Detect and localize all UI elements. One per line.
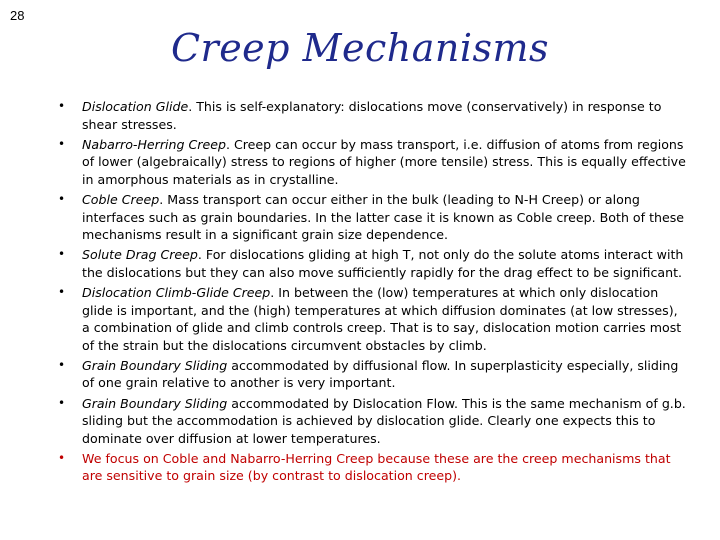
bullet-term: Solute Drag Creep (82, 247, 198, 263)
bullet-item-coble-creep (57, 191, 687, 244)
bullet-term: Grain Boundary Sliding (82, 395, 228, 411)
bullet-list (57, 98, 687, 487)
bullet-term: Nabarro-Herring Creep (82, 136, 226, 152)
bullet-term: Dislocation Climb-Glide Creep (82, 284, 271, 300)
bullet-text: accommodated by Dislocation Flow. This is the same mechanism of g.b. sliding but the accommodation is achieved by dislocation glide. Clearly one expects this to dominate over diffusion at lower temperatures. (82, 395, 686, 446)
bullet-item-nabarro-herring (57, 136, 687, 189)
bullet-text: . Mass transport can occur either in the bulk (leading to N-H Creep) or along interfaces such as grain boundaries. In the latter case it is known as Coble creep. Both of these mechanisms result in a significant grain size dependence. (82, 191, 685, 243)
bullet-text: We focus on Coble and Nabarro-Herring Creep because these are the creep mechanisms that are sensitive to grain size (by contrast to dislocation creep). (82, 450, 671, 484)
bullet-item-solute-drag (57, 246, 687, 281)
slide-title: Creep Mechanisms (170, 26, 550, 70)
bullet-item-dislocation-glide (57, 98, 687, 133)
slide-number: 28 (10, 8, 25, 23)
bullet-item-gbs-diffusional (57, 357, 687, 392)
bullet-icon: • (58, 357, 66, 372)
bullet-icon: • (58, 395, 66, 410)
bullet-item-focus (57, 450, 687, 485)
bullet-icon: • (58, 191, 66, 206)
bullet-icon: • (58, 450, 66, 465)
bullet-item-gbs-dislocation (57, 395, 687, 448)
bullet-term: Dislocation Glide (82, 99, 189, 114)
bullet-icon: • (58, 284, 66, 299)
bullet-term: Coble Creep (82, 191, 160, 207)
bullet-term: Grain Boundary Sliding (82, 357, 228, 373)
bullet-text: . This is self-explanatory: dislocations move (conservatively) in response to shear stresses. (82, 99, 662, 132)
bullet-text: . In between the (low) temperatures at which only dislocation glide is important, and the (high) temperatures at which diffusion dominates (at low stresses), a combination of glide and climb controls creep. That is to say, dislocation motion carries most of the strain but the dislocations circumvent obstacles by climb. (82, 284, 682, 353)
bullet-icon: • (58, 99, 66, 113)
bullet-icon: • (58, 247, 66, 262)
bullet-item-climb-glide (57, 284, 687, 354)
bullet-icon: • (58, 136, 66, 151)
bullet-text: . Creep can occur by mass transport, i.e. diffusion of atoms from regions of lower (algebraically) stress to regions of higher (more tensile) stress. This is equally effective in amorphous materials as in crystalline. (82, 136, 686, 187)
bullet-text: accommodated by diffusional flow. In superplasticity especially, sliding of one grain relative to another is very important. (82, 357, 679, 391)
bullet-text: . For dislocations gliding at high T, not only do the solute atoms interact with the dislocations but they can also move sufficiently rapidly for the drag effect to be significant. (82, 247, 684, 280)
